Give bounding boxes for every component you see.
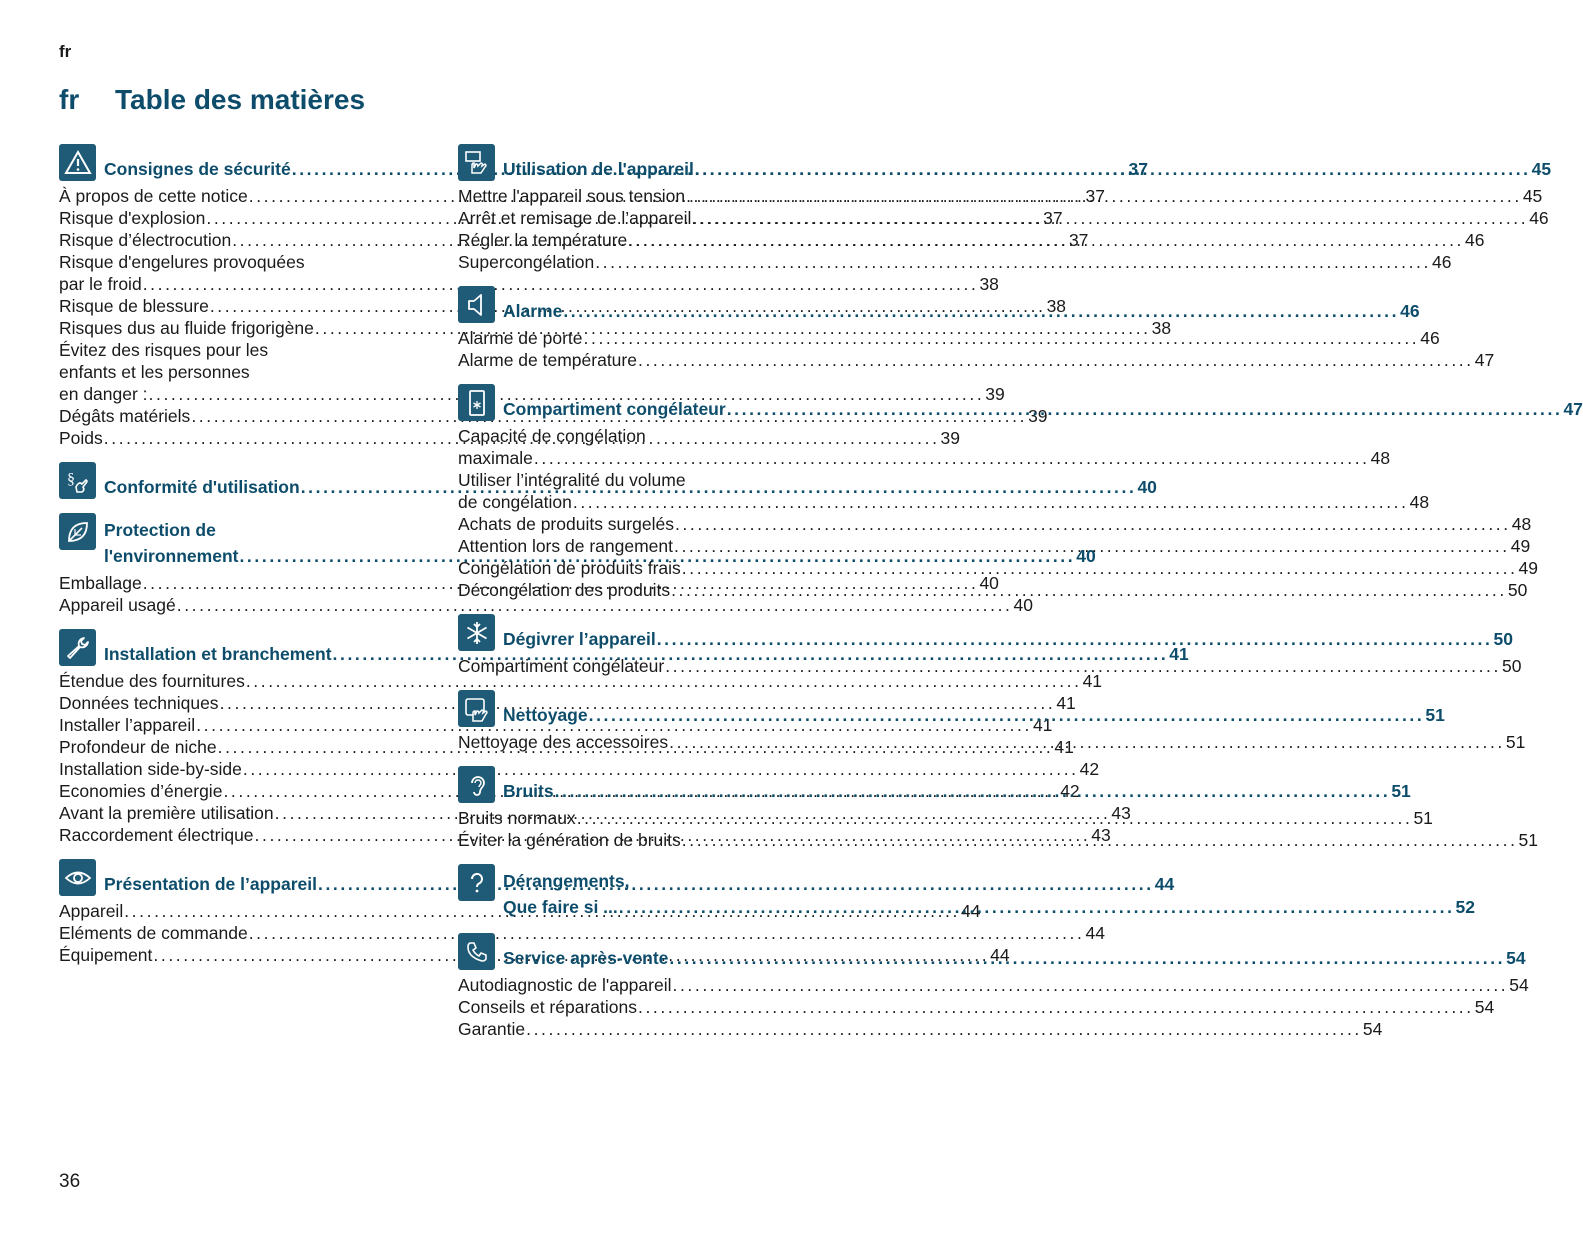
section-page: 52 xyxy=(1455,897,1475,917)
paragraph-hand-icon xyxy=(59,462,96,499)
entry-page: 54 xyxy=(1509,975,1529,995)
entry-title: Risque de blessure xyxy=(59,296,209,316)
entry-page: 45 xyxy=(1522,186,1543,206)
entry-title: Compartiment congélateur xyxy=(458,656,665,676)
entry-title-line: Évitez des risques pour les xyxy=(59,340,269,360)
toc-entry[interactable] xyxy=(59,670,1103,692)
entry-title: maximale xyxy=(458,448,533,468)
entry-page: 54 xyxy=(1362,1019,1383,1039)
section-page: 45 xyxy=(1531,159,1552,179)
entry-page: 42 xyxy=(1079,759,1100,779)
entry-title-line: Utiliser l’intégralité du volume xyxy=(458,470,686,490)
entry-page: 38 xyxy=(1151,318,1172,338)
section-title: Alarme xyxy=(503,301,563,321)
entry-page: 48 xyxy=(1409,492,1430,512)
section-page: 51 xyxy=(1425,705,1445,725)
entry-page: 41 xyxy=(1054,737,1074,757)
entry-title: Supercongélation xyxy=(458,252,595,272)
entry-page: 46 xyxy=(1529,208,1549,228)
entry-title: Régler la température xyxy=(458,230,628,250)
title-prefix: fr xyxy=(59,84,80,115)
entry-title: Installer l’appareil xyxy=(59,715,196,735)
entry-title-line: Risque d'engelures provoquées xyxy=(59,252,305,272)
entry-page: 38 xyxy=(1046,296,1067,316)
entry-title: Risques dus au fluide frigorigène xyxy=(59,318,314,338)
section-title-line: Protection de xyxy=(104,520,216,540)
toc-entry[interactable] xyxy=(458,251,1452,273)
entry-title: Mettre l'appareil sous tension xyxy=(458,186,686,206)
page-number: 36 xyxy=(59,1171,81,1192)
entry-title: Équipement xyxy=(59,945,153,965)
section-title: Conformité d'utilisation xyxy=(104,477,300,497)
entry-title: Bruits normaux xyxy=(458,808,576,828)
entry-page: 49 xyxy=(1518,558,1538,578)
toc-entry[interactable] xyxy=(458,557,1538,579)
warning-icon xyxy=(59,144,96,181)
entry-page: 48 xyxy=(1370,448,1391,468)
entry-page: 37 xyxy=(1043,208,1063,228)
toc-entry[interactable] xyxy=(458,974,1529,996)
section-title: Présentation de l’appareil xyxy=(104,874,317,894)
section-title-line: Dérangements, xyxy=(503,871,630,891)
section-title: Bruits xyxy=(503,781,554,801)
entry-title: Attention lors de rangement xyxy=(458,536,673,556)
entry-page: 44 xyxy=(1085,923,1105,943)
entry-title-line: enfants et les personnes xyxy=(59,362,250,382)
ear-icon xyxy=(458,766,495,803)
entry-page: 50 xyxy=(1507,580,1528,600)
entry-title: Dégâts matériels xyxy=(59,406,191,426)
section-title: Utilisation de l'appareil xyxy=(503,159,694,179)
entry-title: Emballage xyxy=(59,573,142,593)
entry-title: Installation side-by-side xyxy=(59,759,242,779)
entry-title: Garantie xyxy=(458,1019,526,1039)
leaf-icon xyxy=(59,513,96,550)
entry-title: Décongélation des produits xyxy=(458,580,671,600)
page-title xyxy=(59,84,365,116)
entry-page: 50 xyxy=(1501,656,1522,676)
entry-title: Conseils et réparations xyxy=(458,997,637,1017)
entry-page: 38 xyxy=(979,274,999,294)
toc-entry[interactable] xyxy=(59,594,1033,616)
speaker-icon xyxy=(458,286,495,323)
entry-page: 46 xyxy=(1465,230,1485,250)
entry-title: Données techniques xyxy=(59,693,219,713)
language-tag: fr xyxy=(59,42,72,61)
entry-page: 51 xyxy=(1518,830,1538,850)
entry-page: 42 xyxy=(1060,781,1080,801)
entry-page: 43 xyxy=(1111,803,1131,823)
section-title: l'environnement xyxy=(104,546,239,566)
entry-title: Congélation de produits frais xyxy=(458,558,681,578)
entry-title: Profondeur de niche xyxy=(59,737,217,757)
section-page: 46 xyxy=(1400,301,1420,321)
section-page: 44 xyxy=(1154,874,1175,894)
hand-operation-icon xyxy=(458,144,495,181)
snowflake-icon xyxy=(458,614,495,651)
eye-icon xyxy=(59,859,96,896)
entry-page: 44 xyxy=(990,945,1010,965)
entry-page: 39 xyxy=(1028,406,1048,426)
entry-page: 41 xyxy=(1056,693,1076,713)
entry-page: 37 xyxy=(1085,186,1105,206)
wrench-icon xyxy=(59,629,96,666)
entry-page: 43 xyxy=(1091,825,1111,845)
entry-page: 46 xyxy=(1420,328,1440,348)
entry-page: 40 xyxy=(1013,595,1033,615)
section-page: 37 xyxy=(1128,159,1148,179)
section-header[interactable] xyxy=(458,614,1513,652)
entry-title: Appareil usagé xyxy=(59,595,176,615)
toc-entry[interactable] xyxy=(458,1018,1383,1040)
entry-title: Appareil xyxy=(59,901,124,921)
entry-title: Avant la première utilisation xyxy=(59,803,274,823)
section-title: Dégivrer l’appareil xyxy=(503,629,656,649)
entry-page: 44 xyxy=(960,901,981,921)
freezer-icon xyxy=(458,384,495,421)
entry-page: 41 xyxy=(1032,715,1053,735)
entry-page: 46 xyxy=(1431,252,1452,272)
section-title: Service après-vente xyxy=(503,948,669,968)
svg-text:§: § xyxy=(66,470,75,488)
entry-page: 37 xyxy=(1068,230,1089,250)
toc-entry[interactable] xyxy=(458,996,1495,1018)
entry-title: Poids xyxy=(59,428,103,448)
phone-icon xyxy=(458,933,495,970)
entry-title: Nettoyage des accessoires xyxy=(458,732,669,752)
section-title: Nettoyage xyxy=(503,705,588,725)
title-text: Table des matières xyxy=(115,84,366,115)
entry-title: Alarme de porte xyxy=(458,328,583,348)
entry-title: Arrêt et remisage de l’appareil xyxy=(458,208,692,228)
entry-title: Raccordement électrique xyxy=(59,825,254,845)
cleaning-hand-icon xyxy=(458,690,495,727)
section-page: 50 xyxy=(1493,629,1513,649)
entry-title: Eléments de commande xyxy=(59,923,248,943)
entry-title: Étendue des fournitures xyxy=(59,671,245,691)
section-title: Installation et branchement xyxy=(104,644,332,664)
entry-page: 41 xyxy=(1082,671,1103,691)
entry-title: en danger : xyxy=(59,384,148,404)
toc-entry[interactable] xyxy=(458,349,1495,371)
entry-title: Risque d'explosion xyxy=(59,208,206,228)
entry-title: À propos de cette notice xyxy=(59,186,248,206)
entry-page: 51 xyxy=(1413,808,1433,828)
entry-title: Éviter la génération de bruits xyxy=(458,830,681,850)
question-icon xyxy=(458,864,495,901)
section-page: 54 xyxy=(1506,948,1526,968)
section-page: 51 xyxy=(1391,781,1411,801)
entry-title: par le froid xyxy=(59,274,142,294)
section-page: 40 xyxy=(1076,546,1096,566)
entry-title: Risque d’électrocution xyxy=(59,230,232,250)
toc-entry[interactable] xyxy=(458,513,1532,535)
toc-entry[interactable] xyxy=(59,922,1105,944)
toc-entry[interactable] xyxy=(458,655,1522,677)
entry-page: 47 xyxy=(1474,350,1495,370)
entry-title: de congélation xyxy=(458,492,572,512)
section-page: 40 xyxy=(1137,477,1157,497)
entry-page: 48 xyxy=(1511,514,1532,534)
entry-page: 51 xyxy=(1505,732,1526,752)
entry-title: Alarme de température xyxy=(458,350,637,370)
entry-page: 40 xyxy=(979,573,999,593)
entry-page: 54 xyxy=(1474,997,1495,1017)
section-title: Consignes de sécurité xyxy=(104,159,291,179)
entry-page: 39 xyxy=(940,428,960,448)
entry-title: Autodiagnostic de l'appareil xyxy=(458,975,672,995)
toc-entry[interactable] xyxy=(59,692,1076,714)
toc-entry[interactable] xyxy=(59,758,1100,780)
entry-title: Achats de produits surgelés xyxy=(458,514,674,534)
entry-page: 49 xyxy=(1510,536,1531,556)
section-page: 41 xyxy=(1169,644,1189,664)
entry-page: 39 xyxy=(985,384,1005,404)
section-title: Que faire si ... xyxy=(503,897,618,917)
entry-title-line: Capacité de congélation xyxy=(458,426,646,446)
section-page: 47 xyxy=(1563,399,1583,419)
entry-title: Economies d’énergie xyxy=(59,781,223,801)
section-title: Compartiment congélateur xyxy=(503,399,726,419)
